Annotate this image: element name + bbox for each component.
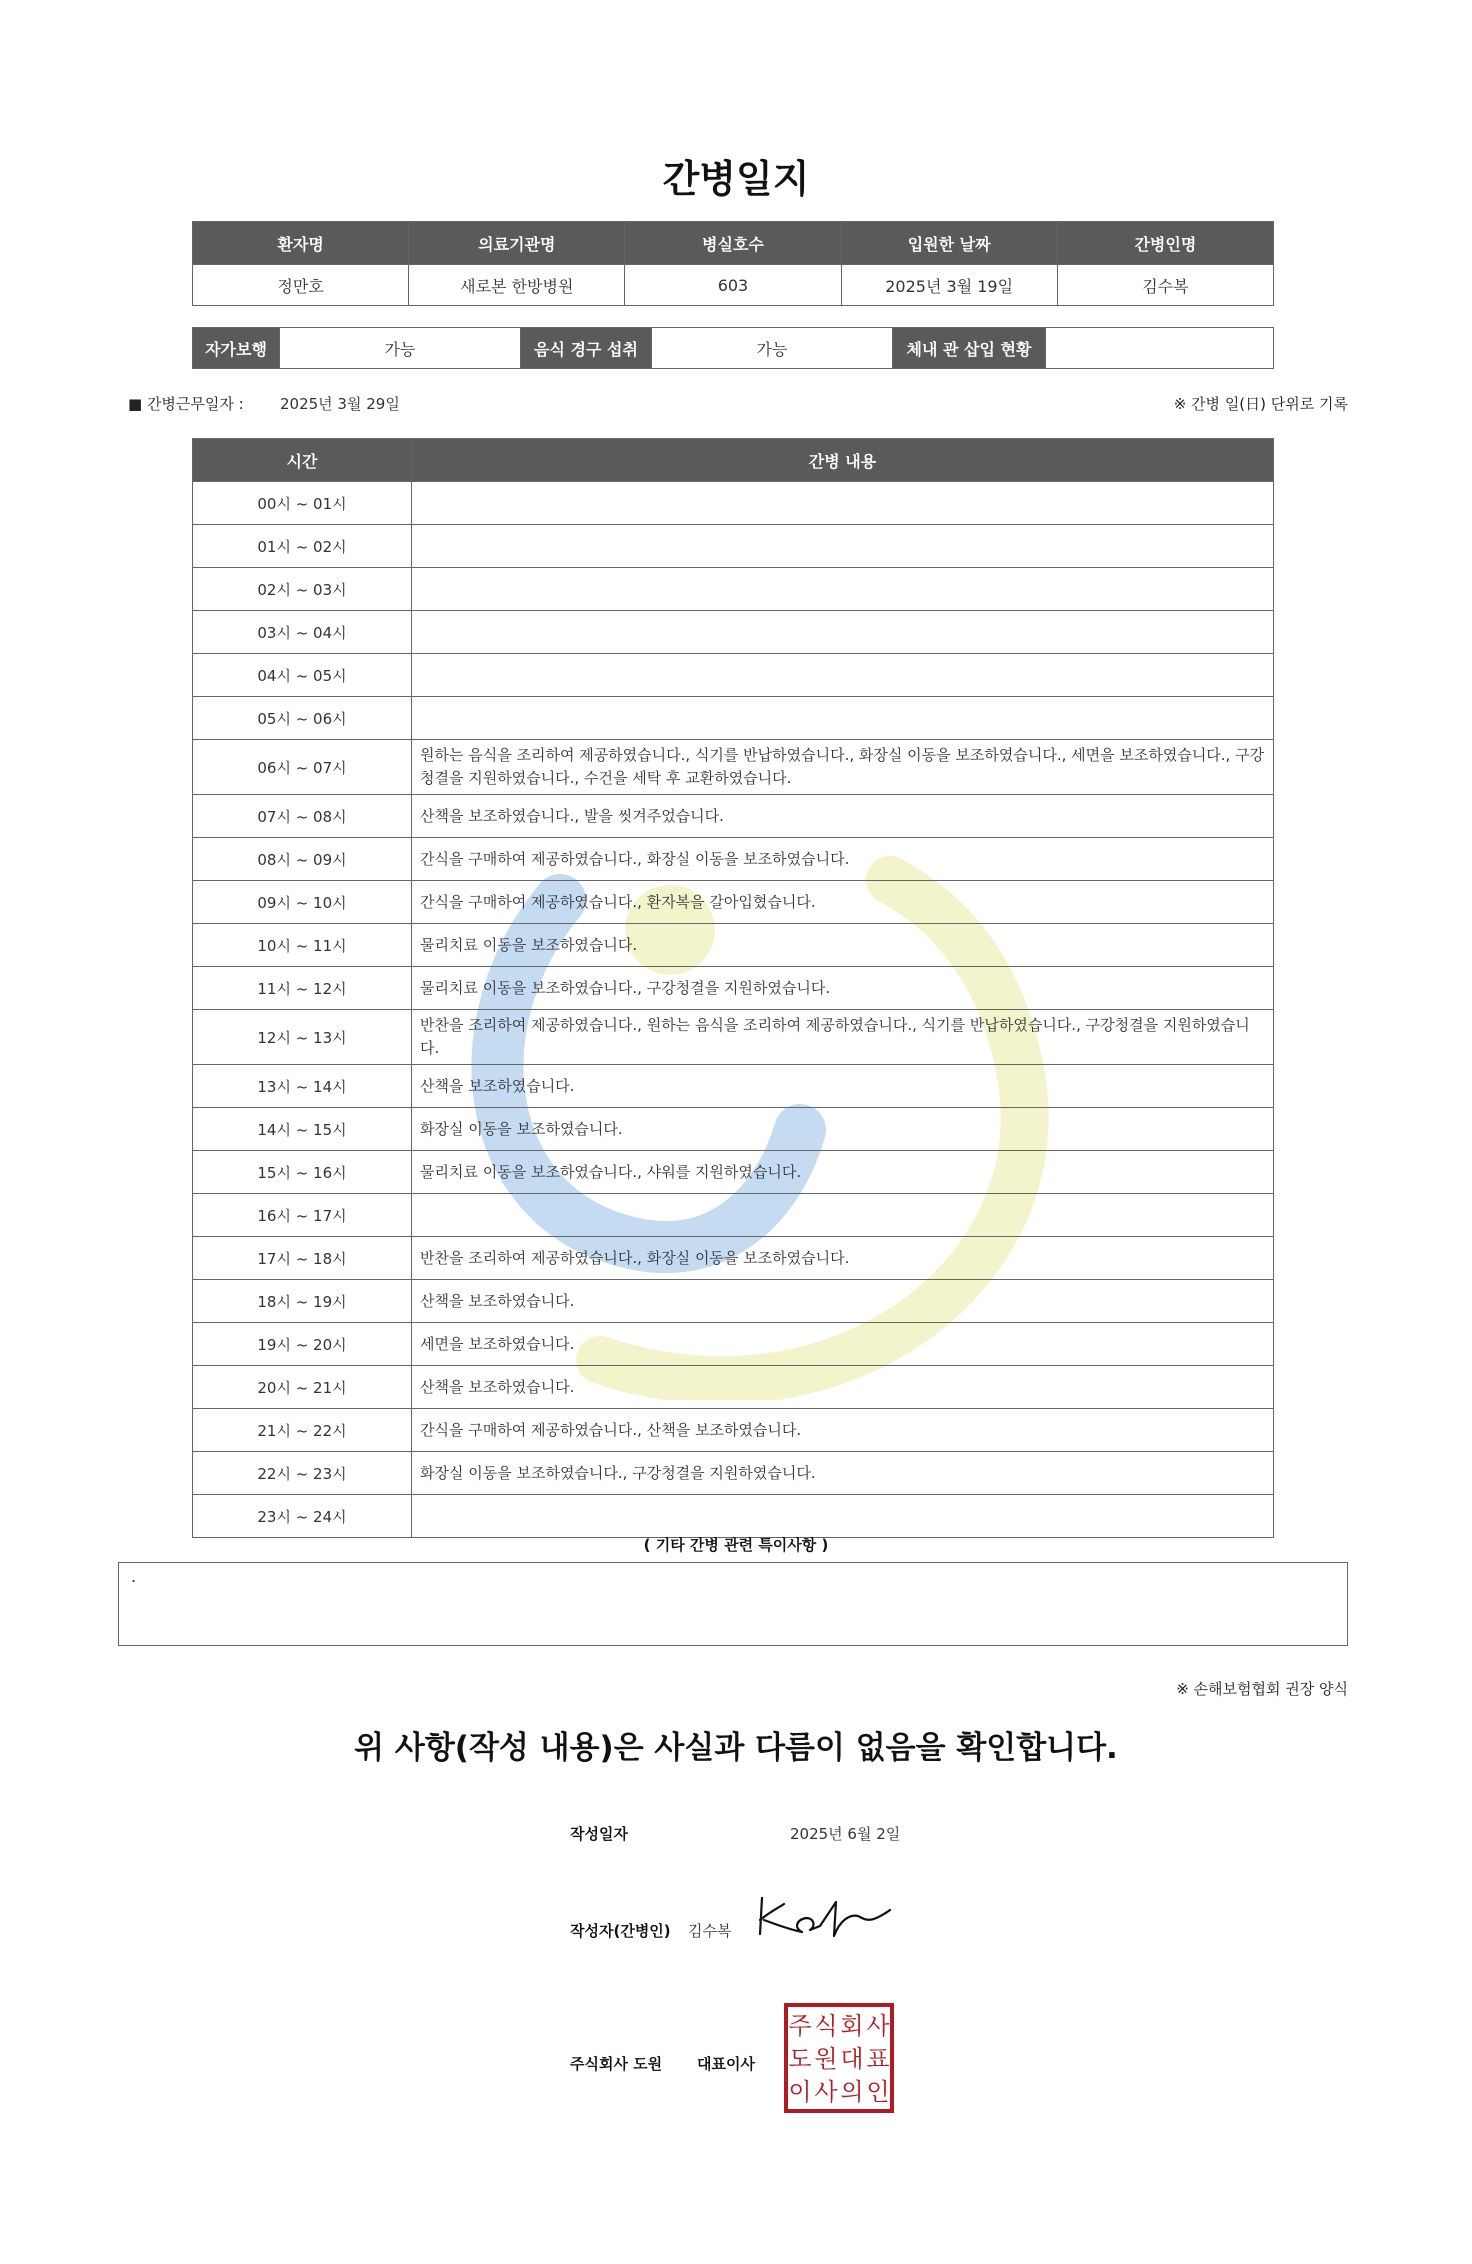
- info-header: 간병인명: [1057, 222, 1273, 265]
- care-content: 원하는 음식을 조리하여 제공하였습니다., 식기를 반납하였습니다., 화장실 이동을 보조하였습니다., 세면을 보조하였습니다., 구강청결을 지원하였습니다., 수건을 세탁 후 교환하였습니다.: [412, 740, 1274, 795]
- care-content: 간식을 구매하여 제공하였습니다., 환자복을 갈아입혔습니다.: [412, 881, 1274, 924]
- table-row: [193, 924, 1274, 967]
- time-slot: 02시 ~ 03시: [193, 568, 412, 611]
- time-slot: 21시 ~ 22시: [193, 1409, 412, 1452]
- care-content: [412, 1194, 1274, 1237]
- table-row: [193, 1194, 1274, 1237]
- table-row: [193, 795, 1274, 838]
- table-row: [193, 525, 1274, 568]
- table-row: [193, 482, 1274, 525]
- care-content: [412, 525, 1274, 568]
- care-content: 물리치료 이동을 보조하였습니다., 구강청결을 지원하였습니다.: [412, 967, 1274, 1010]
- table-row: [193, 611, 1274, 654]
- daily-record-note: ※ 간병 일(日) 단위로 기록: [1173, 395, 1348, 413]
- table-row: [193, 1366, 1274, 1409]
- table-row: [193, 654, 1274, 697]
- care-content: 간식을 구매하여 제공하였습니다., 화장실 이동을 보조하였습니다.: [412, 838, 1274, 881]
- seal-char: 사: [814, 2078, 838, 2106]
- seal-char: 표: [866, 2045, 890, 2073]
- care-content: 세면을 보조하였습니다.: [412, 1323, 1274, 1366]
- time-slot: 19시 ~ 20시: [193, 1323, 412, 1366]
- room-number: 603: [625, 265, 841, 306]
- care-content: 화장실 이동을 보조하였습니다., 구강청결을 지원하였습니다.: [412, 1452, 1274, 1495]
- care-content: 반찬을 조리하여 제공하였습니다., 원하는 음식을 조리하여 제공하였습니다., 식기를 반납하였습니다., 구강청결을 지원하였습니다.: [412, 1010, 1274, 1065]
- info-header: 입원한 날짜: [841, 222, 1057, 265]
- time-slot: 23시 ~ 24시: [193, 1495, 412, 1538]
- care-content: 간식을 구매하여 제공하였습니다., 산책을 보조하였습니다.: [412, 1409, 1274, 1452]
- time-slot: 14시 ~ 15시: [193, 1108, 412, 1151]
- content-header: 간병 내용: [412, 439, 1274, 482]
- time-slot: 07시 ~ 08시: [193, 795, 412, 838]
- company-label: 주식회사 도원: [570, 2055, 663, 2073]
- care-log-table: [192, 438, 1274, 1538]
- tube-value: [1046, 328, 1274, 369]
- table-row: [193, 1452, 1274, 1495]
- table-row: [193, 1280, 1274, 1323]
- care-content: 산책을 보조하였습니다., 발을 씻겨주었습니다.: [412, 795, 1274, 838]
- signature: [750, 1890, 900, 1950]
- time-slot: 16시 ~ 17시: [193, 1194, 412, 1237]
- association-note: ※ 손해보험협회 권장 양식: [1176, 1680, 1348, 1698]
- care-content: 산책을 보조하였습니다.: [412, 1366, 1274, 1409]
- walk-label: 자가보행: [193, 328, 280, 369]
- date-label: 작성일자: [570, 1825, 628, 1843]
- table-row: [193, 1237, 1274, 1280]
- writer-value: 김수복: [688, 1922, 732, 1940]
- time-slot: 04시 ~ 05시: [193, 654, 412, 697]
- time-slot: 01시 ~ 02시: [193, 525, 412, 568]
- time-slot: 11시 ~ 12시: [193, 967, 412, 1010]
- table-row: [193, 1108, 1274, 1151]
- table-row: [193, 881, 1274, 924]
- walk-value: 가능: [280, 328, 521, 369]
- ceo-label: 대표이사: [697, 2055, 755, 2073]
- time-slot: 13시 ~ 14시: [193, 1065, 412, 1108]
- seal-text: [788, 2012, 890, 2106]
- time-slot: 08시 ~ 09시: [193, 838, 412, 881]
- etc-notes-box: [118, 1562, 1348, 1646]
- info-header: 환자명: [193, 222, 409, 265]
- time-slot: 22시 ~ 23시: [193, 1452, 412, 1495]
- care-content: [412, 611, 1274, 654]
- care-content: [412, 568, 1274, 611]
- care-content: 산책을 보조하였습니다.: [412, 1280, 1274, 1323]
- time-slot: 06시 ~ 07시: [193, 740, 412, 795]
- patient-info-table: [192, 221, 1274, 306]
- patient-status-table: [192, 327, 1274, 369]
- time-slot: 15시 ~ 16시: [193, 1151, 412, 1194]
- work-date-value: 2025년 3월 29일: [280, 395, 400, 413]
- time-slot: 03시 ~ 04시: [193, 611, 412, 654]
- time-slot: 20시 ~ 21시: [193, 1366, 412, 1409]
- seal-char: 원: [814, 2045, 838, 2073]
- info-header: 의료기관명: [409, 222, 625, 265]
- info-header: 병실호수: [625, 222, 841, 265]
- time-slot: 05시 ~ 06시: [193, 697, 412, 740]
- seal-char: 대: [840, 2045, 864, 2073]
- time-slot: 17시 ~ 18시: [193, 1237, 412, 1280]
- etc-notes-content: .: [131, 1567, 137, 1586]
- etc-title: ( 기타 간병 관련 특이사항 ): [643, 1536, 829, 1554]
- seal-char: 이: [788, 2078, 812, 2106]
- table-row: [193, 1065, 1274, 1108]
- time-slot: 09시 ~ 10시: [193, 881, 412, 924]
- admission-date: 2025년 3월 19일: [841, 265, 1057, 306]
- time-slot: 10시 ~ 11시: [193, 924, 412, 967]
- caregiver-name: 김수복: [1057, 265, 1273, 306]
- seal-char: 도: [788, 2045, 812, 2073]
- seal-char: 사: [866, 2012, 890, 2040]
- company-seal: [783, 2002, 895, 2114]
- food-label: 음식 경구 섭취: [521, 328, 652, 369]
- patient-name: 정만호: [193, 265, 409, 306]
- care-content: 화장실 이동을 보조하였습니다.: [412, 1108, 1274, 1151]
- seal-char: 식: [814, 2012, 838, 2040]
- time-slot: 18시 ~ 19시: [193, 1280, 412, 1323]
- time-header: 시간: [193, 439, 412, 482]
- care-content: [412, 1495, 1274, 1538]
- table-row: [193, 1323, 1274, 1366]
- table-row: [193, 1409, 1274, 1452]
- seal-char: 주: [788, 2012, 812, 2040]
- care-content: [412, 482, 1274, 525]
- work-date: [128, 393, 400, 414]
- work-date-label: ■ 간병근무일자 :: [128, 395, 244, 413]
- writer-label: 작성자(간병인): [570, 1922, 671, 1940]
- time-slot: 00시 ~ 01시: [193, 482, 412, 525]
- table-row: [193, 967, 1274, 1010]
- time-slot: 12시 ~ 13시: [193, 1010, 412, 1065]
- seal-char: 의: [840, 2078, 864, 2106]
- food-value: 가능: [652, 328, 893, 369]
- table-row: [193, 568, 1274, 611]
- care-content: 물리치료 이동을 보조하였습니다., 샤워를 지원하였습니다.: [412, 1151, 1274, 1194]
- tube-label: 체내 관 삽입 현황: [893, 328, 1046, 369]
- care-content: 물리치료 이동을 보조하였습니다.: [412, 924, 1274, 967]
- care-content: [412, 654, 1274, 697]
- care-content: [412, 697, 1274, 740]
- table-row: [193, 740, 1274, 795]
- confirmation-statement: 위 사항(작성 내용)은 사실과 다름이 없음을 확인합니다.: [354, 1730, 1118, 1766]
- table-row: [193, 1151, 1274, 1194]
- seal-char: 인: [866, 2078, 890, 2106]
- care-content: 반찬을 조리하여 제공하였습니다., 화장실 이동을 보조하였습니다.: [412, 1237, 1274, 1280]
- date-value: 2025년 6월 2일: [790, 1825, 901, 1843]
- table-row: [193, 1495, 1274, 1538]
- seal-char: 회: [840, 2012, 864, 2040]
- hospital-name: 새로본 한방병원: [409, 265, 625, 306]
- table-row: [193, 697, 1274, 740]
- table-row: [193, 838, 1274, 881]
- care-content: 산책을 보조하였습니다.: [412, 1065, 1274, 1108]
- page-title: 간병일지: [662, 157, 810, 201]
- table-row: [193, 1010, 1274, 1065]
